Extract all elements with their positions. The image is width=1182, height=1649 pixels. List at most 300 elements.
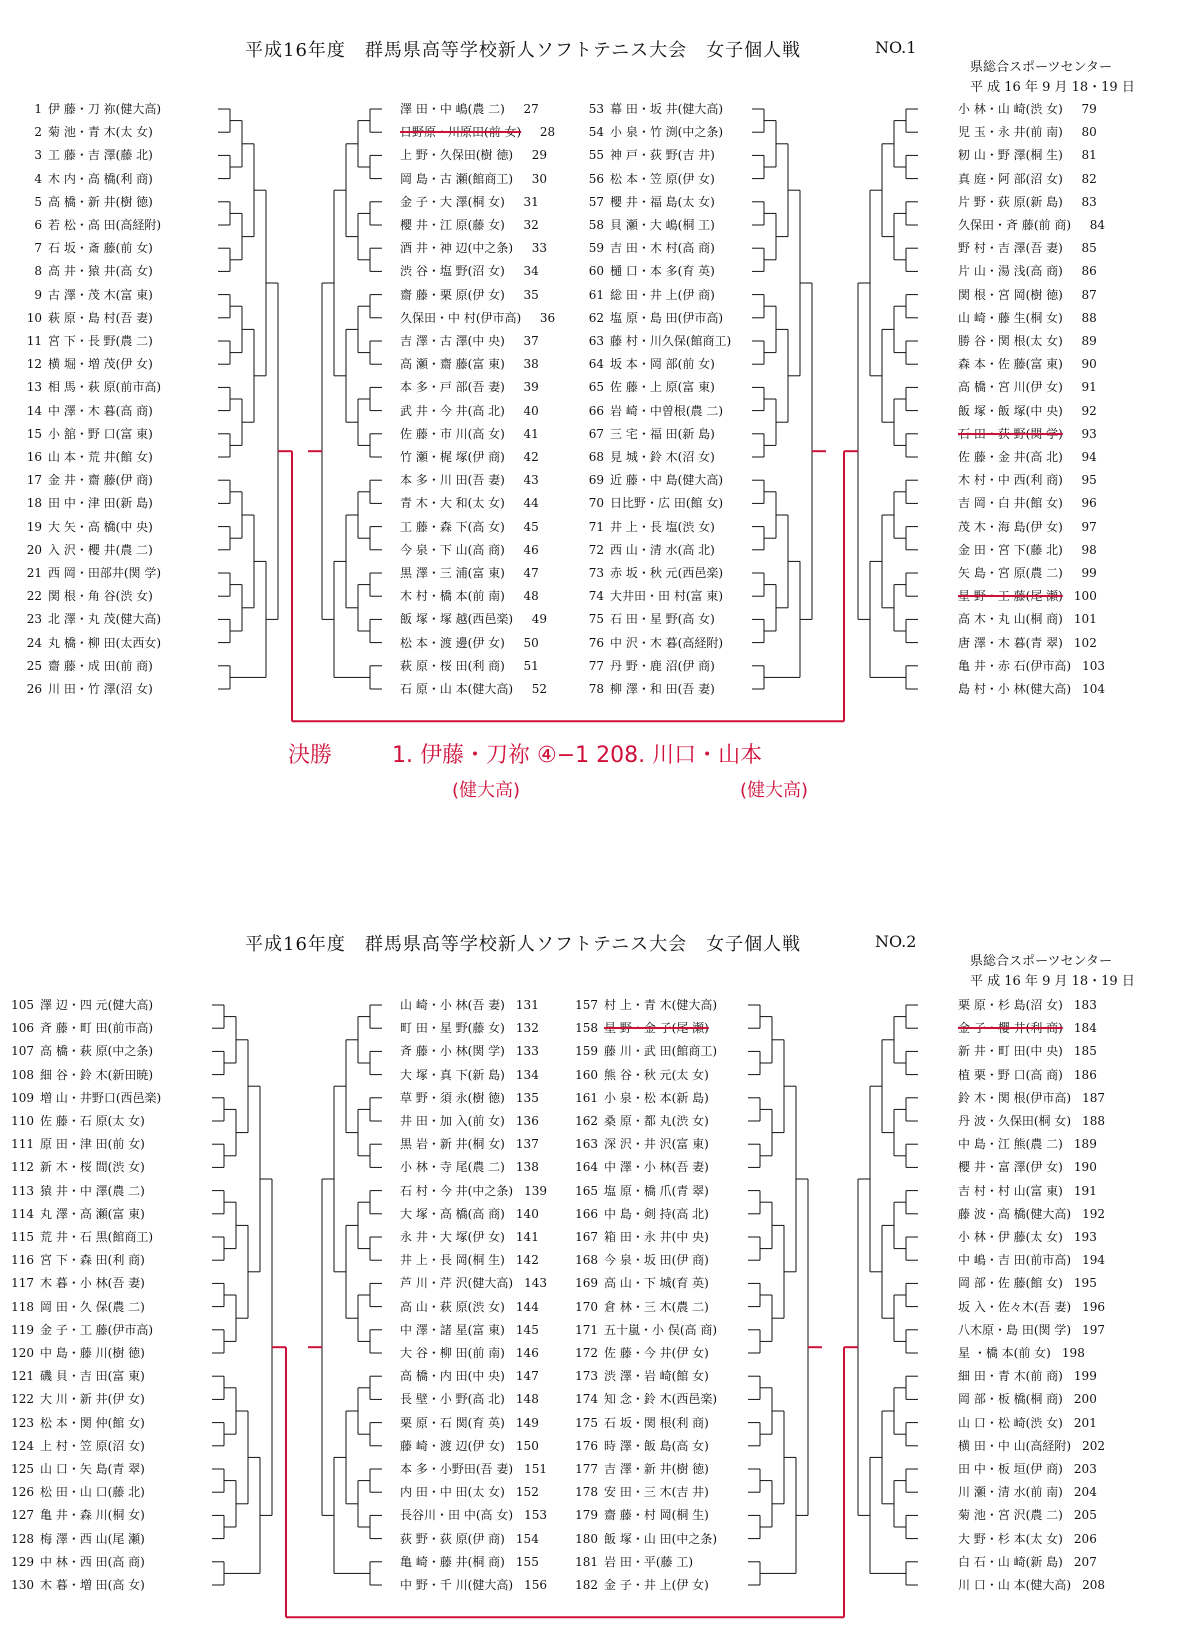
entry-school: (伊 女) bbox=[671, 1346, 709, 1360]
entry-school: (中 央) bbox=[671, 1230, 709, 1244]
entry-school: (吾 妻) bbox=[107, 1276, 145, 1291]
entry-players: 赤 坂・秋 元 bbox=[610, 566, 678, 580]
entry-school: (前市高) bbox=[107, 1021, 154, 1036]
entry-players: 児 玉・永 井 bbox=[958, 125, 1026, 140]
entry-row bbox=[566, 1066, 709, 1084]
entry-players: 丸 澤・高 瀬 bbox=[40, 1206, 108, 1221]
entry-number: 107 bbox=[11, 1044, 34, 1059]
entry-number: 128 bbox=[11, 1531, 34, 1546]
entry-number: 88 bbox=[1081, 310, 1097, 325]
entry-players: 斉 藤・町 田 bbox=[40, 1021, 108, 1036]
entry-school: (樹 徳) bbox=[107, 1346, 145, 1360]
entry-school: (西邑楽) bbox=[115, 1090, 162, 1105]
entry-players: 久保田・中 村 bbox=[400, 310, 476, 325]
entry-number: 77 bbox=[588, 658, 604, 673]
entry-number: 81 bbox=[1081, 148, 1097, 163]
entry-number: 102 bbox=[1073, 635, 1097, 650]
entry-number: 140 bbox=[515, 1206, 539, 1221]
entry-number: 112 bbox=[11, 1160, 34, 1175]
entry-school: (中之条) bbox=[671, 1531, 718, 1546]
entry-players: 松 田・山 口 bbox=[40, 1485, 108, 1500]
entry-row bbox=[400, 1437, 539, 1455]
entry-number: 144 bbox=[515, 1299, 539, 1314]
entry-players: 関 根・角 谷 bbox=[48, 589, 116, 604]
entry-school: (藤 北) bbox=[1025, 542, 1063, 557]
entry-players: 近 藤・中 島 bbox=[610, 473, 678, 488]
entry-number: 154 bbox=[515, 1531, 539, 1546]
entry-row bbox=[400, 1414, 539, 1432]
entry-players: 井 上・長 岡 bbox=[400, 1253, 468, 1268]
entry-number: 49 bbox=[531, 612, 548, 627]
entry-school: (伊 女) bbox=[1025, 519, 1063, 534]
entry-row bbox=[400, 1530, 539, 1548]
entry-row bbox=[566, 1274, 709, 1292]
entry-players: 荻 野・荻 原 bbox=[400, 1531, 468, 1546]
entry-number: 24 bbox=[26, 635, 42, 650]
entry-players: 柳 澤・和 田 bbox=[610, 682, 678, 696]
entry-players: 本 多・川 田 bbox=[400, 473, 468, 488]
entry-school: (高 北) bbox=[1025, 450, 1063, 464]
entry-school: (桐 工) bbox=[677, 218, 715, 232]
entry-row bbox=[958, 1460, 1097, 1478]
entry-number: 149 bbox=[515, 1415, 539, 1430]
entry-row bbox=[566, 1112, 709, 1130]
entry-row bbox=[2, 1553, 145, 1571]
entry-number: 18 bbox=[26, 496, 42, 511]
entry-number: 158 bbox=[575, 1021, 598, 1036]
entry-number: 206 bbox=[1073, 1531, 1097, 1546]
entry-school: (高 商) bbox=[467, 1206, 505, 1221]
entry-school: (高 北) bbox=[671, 1206, 709, 1221]
entry-players: 宮 下・森 田 bbox=[40, 1253, 108, 1268]
entry-row bbox=[400, 1506, 547, 1524]
entry-school: (富 東) bbox=[107, 1206, 145, 1221]
entry-school: (新 島) bbox=[115, 496, 153, 511]
entry-number: 97 bbox=[1081, 519, 1097, 534]
entry-number: 80 bbox=[1081, 125, 1097, 140]
entry-number: 121 bbox=[11, 1369, 34, 1384]
entry-row bbox=[2, 1042, 153, 1060]
entry-row bbox=[2, 1367, 145, 1385]
sheet-number: NO.2 bbox=[875, 932, 917, 951]
entry-school: (農 二) bbox=[1025, 566, 1063, 580]
entry-number: 82 bbox=[1081, 171, 1097, 186]
entry-row bbox=[400, 1553, 539, 1571]
entry-number: 58 bbox=[588, 218, 604, 232]
entry-row bbox=[566, 1182, 709, 1200]
entry-row bbox=[2, 1089, 161, 1107]
entry-number: 28 bbox=[539, 125, 556, 140]
entry-school: (樹 徳) bbox=[475, 148, 514, 163]
entry-players: 櫻 井・福 島 bbox=[610, 194, 678, 209]
entry-number: 146 bbox=[515, 1346, 539, 1360]
final-label: 決勝 bbox=[288, 743, 333, 768]
entry-school: (沼 女) bbox=[107, 1438, 145, 1453]
entry-players: 藤 川・武 田 bbox=[604, 1044, 672, 1059]
entry-school: (吾 妻) bbox=[467, 998, 505, 1012]
entry-row bbox=[566, 1483, 709, 1501]
entry-players: 櫻 井・富 澤 bbox=[958, 1160, 1026, 1175]
entry-players: 中 島・江 熊 bbox=[958, 1137, 1026, 1152]
entry-players: 伊 藤・刀 祢 bbox=[48, 102, 116, 116]
entry-players: 大 谷・柳 田 bbox=[400, 1346, 468, 1360]
entry-school: (渋 女) bbox=[671, 1114, 709, 1128]
entry-school: (高 商) bbox=[1025, 264, 1063, 279]
entry-players: 梅 澤・西 山 bbox=[40, 1531, 108, 1546]
entry-number: 198 bbox=[1061, 1346, 1085, 1360]
entry-school: (前 南) bbox=[1025, 1485, 1063, 1500]
entry-players: 樋 口・本 多 bbox=[610, 264, 678, 279]
entry-players: 新 井・町 田 bbox=[958, 1044, 1026, 1059]
entry-players: 金 子・井 上 bbox=[604, 1578, 672, 1592]
entry-number: 7 bbox=[34, 241, 42, 256]
entry-school: (健大高) bbox=[677, 473, 724, 488]
entry-school: (前市高) bbox=[1025, 1253, 1072, 1268]
entry-players: 安 田・三 木 bbox=[604, 1485, 672, 1500]
entry-players: 石 田・荻 野 bbox=[958, 426, 1026, 441]
entry-school: (高 女) bbox=[475, 1508, 514, 1523]
entry-number: 84 bbox=[1089, 218, 1106, 232]
entry-row bbox=[2, 1274, 145, 1292]
entry-players: 野 村・吉 澤 bbox=[958, 241, 1026, 256]
entry-number: 137 bbox=[515, 1137, 539, 1152]
entry-number: 155 bbox=[515, 1554, 539, 1569]
entry-number: 91 bbox=[1081, 380, 1097, 395]
entry-number: 44 bbox=[523, 496, 539, 511]
entry-school: (新 島) bbox=[671, 1090, 709, 1105]
entry-school: (中之条) bbox=[467, 241, 514, 256]
entry-school: (伊 女) bbox=[677, 171, 715, 186]
entry-number: 43 bbox=[523, 473, 539, 488]
entry-row bbox=[2, 1298, 145, 1316]
entry-players: 中 野・千 川 bbox=[400, 1578, 468, 1592]
entry-number: 38 bbox=[523, 357, 539, 372]
entry-number: 3 bbox=[34, 148, 42, 163]
entry-players: 田 中・板 垣 bbox=[958, 1462, 1026, 1476]
entry-row bbox=[566, 1042, 717, 1060]
entry-number: 169 bbox=[575, 1276, 598, 1291]
entry-number: 120 bbox=[11, 1346, 34, 1360]
entry-row bbox=[958, 1506, 1097, 1524]
entry-school: (伊 商) bbox=[1025, 1462, 1063, 1476]
entry-number: 37 bbox=[523, 334, 539, 348]
entry-school: (新田暁) bbox=[107, 1067, 154, 1082]
entry-number: 50 bbox=[523, 635, 539, 650]
entry-school: (桐 商) bbox=[467, 1554, 505, 1569]
entry-number: 1 bbox=[34, 102, 42, 116]
entry-players: 石 田・星 野 bbox=[610, 612, 678, 627]
entry-school: (農 二) bbox=[107, 1183, 145, 1198]
entry-players: 日野原・川原田 bbox=[400, 125, 485, 140]
entry-number: 164 bbox=[575, 1160, 598, 1175]
entry-school: (健大高) bbox=[1025, 1206, 1072, 1221]
entry-players: 佐 藤・市 川 bbox=[400, 426, 468, 441]
entry-number: 57 bbox=[588, 194, 604, 209]
entry-players: 金 子・櫻 井 bbox=[958, 1021, 1026, 1036]
entry-players: 佐 藤・石 原 bbox=[40, 1114, 108, 1128]
entry-school: (中之条) bbox=[467, 1183, 514, 1198]
entry-school: (渋 女) bbox=[467, 1299, 505, 1314]
entry-row bbox=[2, 1158, 145, 1176]
entry-players: 佐 藤・上 原 bbox=[610, 380, 678, 395]
entry-school: (伊市高) bbox=[107, 1322, 154, 1337]
entry-school: (尾 瀬) bbox=[671, 1021, 709, 1036]
entry-school: (尾 瀬) bbox=[107, 1531, 145, 1546]
entry-school: (高 女) bbox=[671, 1438, 709, 1453]
entry-row bbox=[400, 1042, 539, 1060]
entry-school: (太 女) bbox=[1025, 1531, 1063, 1546]
entry-players: 片 野・荻 原 bbox=[958, 194, 1026, 209]
entry-number: 182 bbox=[575, 1578, 598, 1592]
entry-number: 83 bbox=[1081, 194, 1097, 209]
entry-number: 179 bbox=[575, 1508, 598, 1523]
entry-school: (高 商) bbox=[679, 1322, 718, 1337]
entry-school: (高 女) bbox=[467, 426, 505, 441]
entry-school: (高 商) bbox=[115, 403, 153, 418]
entry-row bbox=[2, 1576, 145, 1594]
entry-row bbox=[566, 1158, 709, 1176]
entry-school: (館 女) bbox=[115, 450, 153, 464]
entry-players: 高 橋・内 田 bbox=[400, 1369, 468, 1384]
entry-players: 大 矢・高 橋 bbox=[48, 519, 116, 534]
entry-school: (新 島) bbox=[677, 426, 715, 441]
entry-school: (藤 工) bbox=[655, 1554, 694, 1569]
entry-number: 16 bbox=[26, 450, 42, 464]
entry-number: 74 bbox=[588, 589, 604, 604]
entry-school: (沼 女) bbox=[115, 682, 153, 696]
entry-number: 148 bbox=[515, 1392, 539, 1407]
entry-players: 佐 藤・金 井 bbox=[958, 450, 1026, 464]
entry-players: 田 中・津 田 bbox=[48, 496, 116, 511]
entry-players: 西 岡・田部井 bbox=[48, 566, 124, 580]
entry-school: (伊 女) bbox=[467, 287, 505, 302]
entry-school: (渋 女) bbox=[1025, 102, 1063, 116]
entry-school: (利 商) bbox=[1025, 1021, 1063, 1036]
entry-row bbox=[2, 1205, 145, 1223]
entry-players: 細 田・青 木 bbox=[958, 1369, 1026, 1384]
entry-players: 小 林・伊 藤 bbox=[958, 1230, 1026, 1244]
entry-players: 山 口・松 崎 bbox=[958, 1415, 1026, 1430]
entry-school: (前 南) bbox=[1025, 125, 1063, 140]
entry-row bbox=[400, 1066, 539, 1084]
entry-players: 櫻 井・江 原 bbox=[400, 218, 468, 232]
entry-number: 5 bbox=[34, 194, 42, 209]
entry-number: 71 bbox=[588, 519, 604, 534]
entry-row bbox=[958, 1298, 1105, 1316]
entry-school: (伊 女) bbox=[671, 1578, 709, 1592]
entry-row bbox=[400, 1576, 547, 1594]
entry-school: (前 女) bbox=[467, 1114, 505, 1128]
entry-school: (関 学) bbox=[123, 566, 162, 580]
entry-school: (桐 生) bbox=[467, 1253, 505, 1268]
entry-players: 上 野・久保田 bbox=[400, 148, 476, 163]
entry-number: 162 bbox=[575, 1114, 598, 1128]
entry-row bbox=[400, 1135, 539, 1153]
entry-players: 金 井・齋 藤 bbox=[48, 473, 116, 488]
entry-players: 澤 田・中 嶋 bbox=[400, 102, 468, 116]
entry-school: (西邑楽) bbox=[467, 612, 514, 627]
entry-number: 66 bbox=[588, 403, 604, 418]
entry-row bbox=[958, 1530, 1097, 1548]
entry-players: 勝 谷・関 根 bbox=[958, 334, 1026, 348]
entry-school: (伊 商) bbox=[467, 450, 505, 464]
entry-number: 103 bbox=[1082, 658, 1106, 673]
entry-row bbox=[566, 1228, 709, 1246]
entry-number: 114 bbox=[11, 1206, 34, 1221]
entry-players: 入 沢・櫻 井 bbox=[48, 542, 116, 557]
entry-number: 64 bbox=[588, 357, 604, 372]
entry-players: 木 暮・増 田 bbox=[40, 1578, 108, 1592]
entry-number: 90 bbox=[1081, 357, 1097, 372]
entry-players: 小 泉・松 本 bbox=[604, 1090, 672, 1105]
entry-players: 磯 貝・吉 田 bbox=[40, 1369, 108, 1384]
entry-school: (健大高) bbox=[467, 1276, 514, 1291]
entry-number: 136 bbox=[515, 1114, 539, 1128]
entry-number: 29 bbox=[531, 148, 548, 163]
entry-school: (館 女) bbox=[107, 1415, 145, 1430]
entry-number: 35 bbox=[523, 287, 539, 302]
date-label: 平 成 16 年 9 月 18・19 日 bbox=[970, 974, 1135, 989]
entry-number: 201 bbox=[1073, 1415, 1097, 1430]
entry-players: 金 田・宮 下 bbox=[958, 542, 1026, 557]
entry-number: 85 bbox=[1081, 241, 1097, 256]
entry-players: 茂 木・海 島 bbox=[958, 519, 1026, 534]
entry-row bbox=[400, 1019, 539, 1037]
entry-school: (桐 商) bbox=[1025, 1392, 1063, 1407]
entry-number: 40 bbox=[523, 403, 539, 418]
entry-players: 関 根・宮 岡 bbox=[958, 287, 1026, 302]
entry-school: (青 翠) bbox=[671, 1183, 709, 1198]
entry-school: (富 東) bbox=[671, 1137, 709, 1152]
entry-number: 166 bbox=[575, 1206, 598, 1221]
entry-school: (館 女) bbox=[1025, 496, 1063, 511]
entry-number: 205 bbox=[1073, 1508, 1097, 1523]
entry-school: (館商工) bbox=[671, 1044, 718, 1059]
entry-school: (前 女) bbox=[1013, 1346, 1051, 1360]
entry-school: (高 女) bbox=[677, 612, 715, 627]
entry-school: (中 央) bbox=[467, 334, 505, 348]
entry-players: 五十嵐・小 俣 bbox=[604, 1322, 680, 1337]
entry-row bbox=[2, 1019, 153, 1037]
entry-number: 123 bbox=[11, 1415, 34, 1430]
entry-school: (健大高) bbox=[671, 998, 718, 1012]
entry-number: 61 bbox=[588, 287, 604, 302]
entry-number: 207 bbox=[1073, 1554, 1097, 1569]
entry-number: 152 bbox=[515, 1485, 539, 1500]
entry-school: (館 女) bbox=[671, 1369, 709, 1384]
entry-number: 191 bbox=[1073, 1183, 1097, 1198]
entry-number: 72 bbox=[588, 542, 604, 557]
entry-school: (農 二) bbox=[1025, 1137, 1063, 1152]
entry-players: 岡 部・佐 藤 bbox=[958, 1276, 1026, 1291]
entry-players: 木 村・中 西 bbox=[958, 473, 1026, 488]
entry-players: 丸 橋・柳 田 bbox=[48, 635, 116, 650]
entry-players: 白 石・山 崎 bbox=[958, 1554, 1026, 1569]
entry-players: 片 山・湯 浅 bbox=[958, 264, 1026, 279]
entry-number: 183 bbox=[1073, 998, 1097, 1012]
entry-players: 中 林・西 田 bbox=[40, 1554, 108, 1569]
entry-players: 中 島・剣 持 bbox=[604, 1206, 672, 1221]
entry-players: 吉 岡・白 井 bbox=[958, 496, 1026, 511]
entry-number: 70 bbox=[588, 496, 604, 511]
entry-number: 45 bbox=[523, 519, 539, 534]
entry-number: 69 bbox=[588, 473, 604, 488]
entry-number: 203 bbox=[1073, 1462, 1097, 1476]
entry-players: 黒 澤・三 浦 bbox=[400, 566, 468, 580]
entry-school: (伊 女) bbox=[115, 357, 153, 372]
entry-school: (伊 商) bbox=[467, 1531, 505, 1546]
entry-players: 吉 田・木 村 bbox=[610, 241, 678, 256]
entry-school: (前 商) bbox=[1025, 1369, 1063, 1384]
final-result: 1. 伊藤・刀祢 ④−1 208. 川口・山本 bbox=[392, 743, 763, 768]
entry-number: 190 bbox=[1073, 1160, 1097, 1175]
entry-players: 岡 田・久 保 bbox=[40, 1299, 108, 1314]
entry-school: (高経附) bbox=[115, 218, 162, 232]
entry-players: 工 藤・森 下 bbox=[400, 519, 468, 534]
entry-number: 208 bbox=[1082, 1578, 1106, 1592]
entry-school: (太 女) bbox=[1025, 334, 1063, 348]
entry-row bbox=[400, 1182, 547, 1200]
entry-school: (伊 商) bbox=[115, 473, 153, 488]
entry-players: 菊 池・青 木 bbox=[48, 125, 116, 140]
entry-players: 坂 入・佐々木 bbox=[958, 1299, 1034, 1314]
entry-number: 87 bbox=[1081, 287, 1097, 302]
entry-row bbox=[958, 1112, 1105, 1130]
entry-number: 197 bbox=[1082, 1322, 1106, 1337]
entry-players: 斉 藤・小 林 bbox=[400, 1044, 468, 1059]
entry-players: 井 田・加 入 bbox=[400, 1114, 468, 1128]
entry-row bbox=[958, 1274, 1097, 1292]
entry-number: 141 bbox=[515, 1230, 539, 1244]
venue-label: 県総合スポーツセンター bbox=[970, 60, 1112, 75]
entry-school: (高 商) bbox=[677, 241, 715, 256]
entry-players: 若 松・高 田 bbox=[48, 218, 116, 232]
entry-number: 79 bbox=[1081, 102, 1097, 116]
entry-number: 31 bbox=[523, 194, 539, 209]
entry-players: 吉 村・村 山 bbox=[958, 1183, 1026, 1198]
entry-school: (渋 女) bbox=[677, 519, 715, 534]
entry-school: (桐 女) bbox=[467, 194, 505, 209]
entry-school: (館 女) bbox=[685, 496, 724, 511]
entry-number: 195 bbox=[1073, 1276, 1097, 1291]
entry-number: 129 bbox=[11, 1554, 34, 1569]
entry-school: (利 商) bbox=[671, 1415, 709, 1430]
entry-number: 17 bbox=[26, 473, 42, 488]
entry-row bbox=[400, 1390, 539, 1408]
entry-row bbox=[2, 1251, 145, 1269]
entry-number: 94 bbox=[1081, 450, 1097, 464]
entry-school: (高 商) bbox=[1025, 1067, 1063, 1082]
entry-row bbox=[566, 1390, 717, 1408]
entry-school: (尾 瀬) bbox=[1025, 589, 1063, 604]
entry-school: (伊市高) bbox=[475, 310, 522, 325]
entry-number: 194 bbox=[1082, 1253, 1106, 1268]
entry-players: 小 舘・野 口 bbox=[48, 426, 116, 441]
entry-school: (健大高) bbox=[677, 102, 724, 116]
entry-number: 168 bbox=[575, 1253, 598, 1268]
entry-school: (健大高) bbox=[467, 1578, 514, 1592]
entry-number: 62 bbox=[588, 310, 604, 325]
entry-school: (高 女) bbox=[467, 519, 505, 534]
entry-players: 唐 澤・木 暮 bbox=[958, 635, 1026, 650]
entry-row bbox=[566, 1089, 709, 1107]
entry-row bbox=[2, 1460, 145, 1478]
entry-number: 34 bbox=[523, 264, 539, 279]
entry-players: 高 山・萩 原 bbox=[400, 1299, 468, 1314]
entry-school: (伊市高) bbox=[677, 310, 724, 325]
entry-number: 6 bbox=[34, 218, 42, 232]
entry-players: 川 口・山 本 bbox=[958, 1578, 1026, 1592]
